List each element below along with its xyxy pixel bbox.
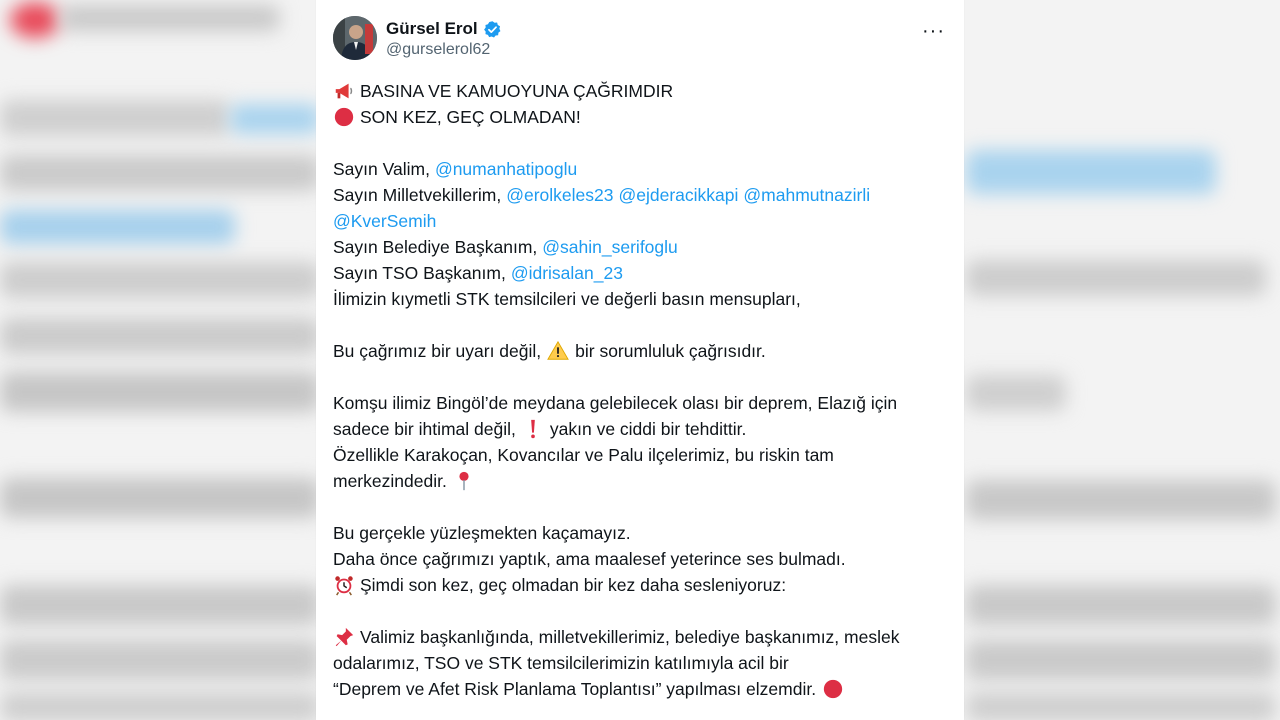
heading-line: BASINA VE KAMUOYUNA ÇAĞRIMDIR [360, 81, 674, 101]
text-line [333, 234, 958, 260]
mention-link[interactable]: @sahin_serifoglu [542, 237, 678, 257]
tweet-header [333, 16, 953, 62]
paragraph-text: Daha önce çağrımızı yaptık, ama maalesef yeterince ses bulmadı. [333, 549, 846, 569]
paragraph-text: Bu gerçekle yüzleşmekten kaçamayız. [333, 523, 631, 543]
text-line [333, 468, 958, 494]
text-line [333, 260, 958, 286]
blurred-shape [10, 2, 60, 38]
paragraph-text: “Deprem ve Afet Risk Planlama Toplantısı” yapılması elzemdir. [333, 679, 817, 699]
blurred-shape [0, 318, 320, 354]
text-line [333, 624, 958, 650]
paragraph-text: sadece bir ihtimal değil, [333, 419, 516, 439]
blurred-shape [0, 585, 320, 625]
text-line [333, 416, 958, 442]
greeting-text: Sayın TSO Başkanım, [333, 263, 506, 283]
paragraph-text: Bu çağrımız bir uyarı değil, [333, 341, 542, 361]
paragraph-text: Özellikle Karakoçan, Kovancılar ve Palu ilçelerimiz, bu riskin tam [333, 445, 834, 465]
text-line [333, 104, 958, 130]
red-circle-icon [822, 678, 844, 700]
paragraph-text: merkezindedir. [333, 471, 447, 491]
avatar[interactable] [333, 16, 377, 60]
text-line [333, 286, 958, 312]
warning-icon [547, 340, 569, 362]
blurred-shape [0, 100, 230, 136]
tweet-body [333, 78, 958, 702]
author-handle[interactable]: @gurselerol62 [386, 41, 491, 58]
mention-link[interactable]: @mahmutnazirli [743, 185, 871, 205]
text-line [333, 650, 958, 676]
alarm-clock-icon [333, 574, 355, 596]
paragraph-text: odalarımız, TSO ve STK temsilcilerimizin katılımıyla acil bir [333, 653, 789, 673]
paragraph-text: Şimdi son kez, geç olmadan bir kez daha sesleniyoruz: [360, 575, 787, 595]
text-line [333, 78, 958, 104]
text-line [333, 156, 958, 182]
author-name[interactable]: Gürsel Erol [386, 19, 478, 38]
greeting-text: Sayın Milletvekillerim, [333, 185, 502, 205]
red-circle-icon [333, 106, 355, 128]
blurred-shape [0, 692, 320, 720]
megaphone-icon [333, 80, 355, 102]
mention-link[interactable]: @numanhatipoglu [434, 159, 578, 179]
blurred-shape [0, 640, 320, 680]
mention-link[interactable]: @ejderacikkapi [618, 185, 739, 205]
text-line [333, 676, 958, 702]
blurred-shape [230, 104, 320, 134]
blurred-shape [966, 375, 1066, 411]
text-line [333, 390, 958, 416]
paragraph-text: Komşu ilimiz Bingöl’de meydana gelebilecek olası bir deprem, Elazığ için [333, 393, 898, 413]
more-options-icon[interactable]: ··· [922, 20, 945, 42]
blurred-shape [0, 372, 320, 412]
blurred-shape [0, 210, 235, 244]
verified-badge-icon [483, 20, 502, 39]
author-name-row [386, 19, 502, 39]
text-line [333, 338, 958, 364]
text-line [333, 546, 958, 572]
mention-link[interactable]: @KverSemih [333, 211, 437, 231]
blurred-shape [966, 480, 1276, 520]
text-line [333, 182, 958, 208]
round-pin-icon [453, 470, 475, 492]
paragraph-text: yakın ve ciddi bir tehdittir. [549, 419, 747, 439]
blurred-shape [966, 640, 1276, 680]
text-line [333, 572, 958, 598]
mention-link[interactable]: @erolkeles23 [506, 185, 614, 205]
blurred-shape [966, 585, 1276, 625]
greeting-text: Sayın Belediye Başkanım, [333, 237, 538, 257]
blurred-shape [0, 155, 320, 191]
text-line [333, 442, 958, 468]
pushpin-icon [333, 626, 355, 648]
tweet-card [316, 0, 964, 720]
subheading-line: SON KEZ, GEÇ OLMADAN! [360, 107, 581, 127]
paragraph-text: İlimizin kıymetli STK temsilcileri ve değerli basın mensupları, [333, 289, 801, 309]
blurred-shape [966, 260, 1266, 296]
paragraph-text: bir sorumluluk çağrısıdır. [575, 341, 766, 361]
red-exclamation-icon [522, 418, 544, 440]
blurred-shape [0, 262, 320, 298]
blurred-shape [0, 478, 320, 518]
avatar-image [333, 16, 377, 60]
blurred-shape [966, 692, 1276, 720]
greeting-text: Sayın Valim, [333, 159, 430, 179]
blurred-shape [60, 5, 280, 31]
text-line [333, 520, 958, 546]
mention-link[interactable]: @idrisalan_23 [510, 263, 623, 283]
text-line [333, 208, 958, 234]
blurred-shape [966, 150, 1216, 194]
paragraph-text: Valimiz başkanlığında, milletvekillerimiz, belediye başkanımız, meslek [360, 627, 900, 647]
